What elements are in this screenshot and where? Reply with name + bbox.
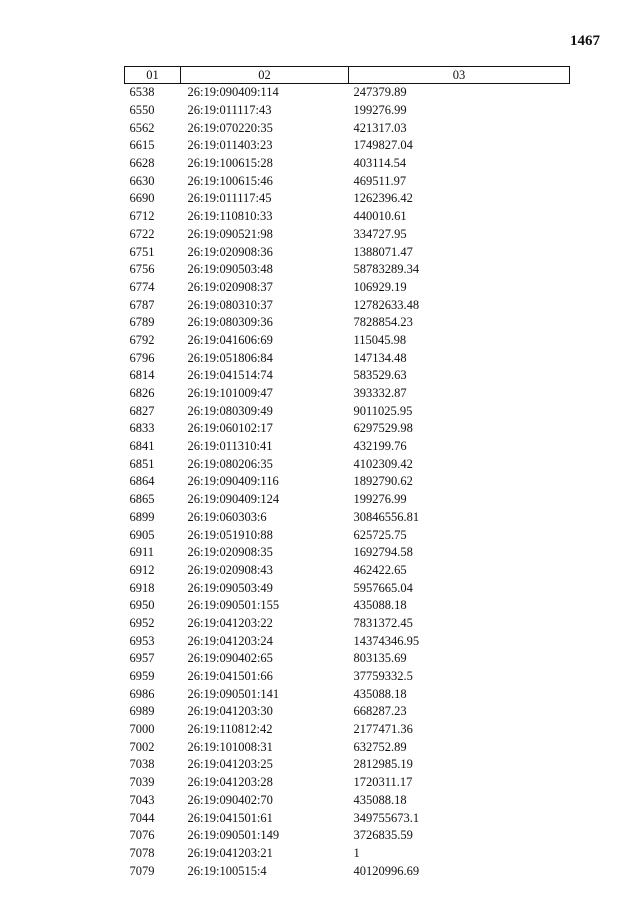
table-row	[125, 615, 570, 633]
table-cell-03: 803135.69	[353, 651, 407, 666]
table-row	[125, 226, 570, 244]
table-cell-03: 349755673.1	[353, 810, 420, 825]
table-row	[125, 119, 570, 137]
table-cell-03: 2177471.36	[353, 722, 413, 737]
table-cell-01: 6787	[129, 297, 155, 312]
table-cell-01: 7039	[129, 775, 155, 790]
table-cell-03: 1892790.62	[353, 474, 413, 489]
table-cell-02: 26:19:070220:35	[187, 120, 273, 135]
table-cell-03: 37759332.5	[353, 669, 413, 684]
table-cell-01: 7002	[129, 739, 155, 754]
table-cell-02: 26:19:011117:45	[187, 191, 272, 206]
table-cell-02: 26:19:090501:155	[187, 598, 280, 613]
table-cell-02: 26:19:020908:35	[187, 545, 273, 560]
table-cell-01: 7044	[129, 810, 155, 825]
table-cell-03: 6297529.98	[353, 421, 413, 436]
table-cell-03: 625725.75	[353, 527, 407, 542]
table-cell-03: 40120996.69	[353, 863, 420, 878]
table-cell-01: 6814	[129, 368, 155, 383]
table-cell-03: 462422.65	[353, 562, 407, 577]
table-row	[125, 809, 570, 827]
table-cell-03: 106929.19	[353, 279, 407, 294]
table-cell-02: 26:19:011403:23	[187, 138, 273, 153]
table-cell-02: 26:19:041203:25	[187, 757, 273, 772]
table-cell-03: 5957665.04	[353, 580, 413, 595]
table-cell-02: 26:19:041203:28	[187, 775, 273, 790]
table-cell-03: 334727.95	[353, 226, 407, 241]
table-row	[125, 668, 570, 686]
table-cell-02: 26:19:090503:49	[187, 580, 273, 595]
table-cell-01: 6833	[129, 421, 155, 436]
table-cell-02: 26:19:041606:69	[187, 332, 273, 347]
table-cell-03: 199276.99	[353, 492, 407, 507]
table-cell-02: 26:19:100515:4	[187, 863, 267, 878]
table-row	[125, 84, 570, 102]
table-row	[125, 102, 570, 120]
table-row	[125, 562, 570, 580]
table-cell-02: 26:19:041501:66	[187, 669, 273, 684]
table-cell-03: 7831372.45	[353, 615, 413, 630]
table-row	[125, 703, 570, 721]
data-table	[124, 66, 570, 880]
table-cell-02: 26:19:041203:24	[187, 633, 273, 648]
table-cell-01: 6918	[129, 580, 155, 595]
table-cell-01: 6841	[129, 439, 155, 454]
table-row	[125, 208, 570, 226]
table-cell-03: 2812985.19	[353, 757, 413, 772]
table-cell-01: 6756	[129, 262, 155, 277]
table-cell-03: 12782633.48	[353, 297, 420, 312]
table-row	[125, 845, 570, 863]
table-row	[125, 261, 570, 279]
table-row	[125, 314, 570, 332]
table-cell-01: 7078	[129, 845, 155, 860]
table-row	[125, 296, 570, 314]
table-row	[125, 172, 570, 190]
table-cell-03: 1692794.58	[353, 545, 413, 560]
table-cell-03: 14374346.95	[353, 633, 420, 648]
table-row	[125, 455, 570, 473]
table-row	[125, 402, 570, 420]
table-row	[125, 579, 570, 597]
table-cell-01: 6826	[129, 386, 155, 401]
table-cell-02: 26:19:020908:37	[187, 279, 273, 294]
table-cell-02: 26:19:041203:21	[187, 845, 273, 860]
table-cell-02: 26:19:090409:114	[187, 85, 279, 100]
table-cell-03: 435088.18	[353, 792, 407, 807]
table-cell-01: 6905	[129, 527, 155, 542]
table-cell-02: 26:19:011310:41	[187, 439, 273, 454]
table-cell-03: 115045.98	[353, 332, 407, 347]
table-cell-01: 6986	[129, 686, 155, 701]
table-cell-01: 7043	[129, 792, 155, 807]
table-cell-03: 403114.54	[353, 156, 407, 171]
table-cell-03: 668287.23	[353, 704, 407, 719]
table-cell-02: 26:19:100615:46	[187, 173, 273, 188]
table-cell-02: 26:19:090501:149	[187, 828, 280, 843]
table-cell-03: 583529.63	[353, 368, 407, 383]
table-cell-01: 6538	[129, 85, 155, 100]
table-cell-02: 26:19:090409:116	[187, 474, 279, 489]
table-cell-03: 58783289.34	[353, 262, 420, 277]
table-body	[125, 84, 570, 880]
table-cell-03: 30846556.81	[353, 509, 420, 524]
table-row	[125, 632, 570, 650]
table-row	[125, 473, 570, 491]
column-header-03: 03	[349, 67, 570, 84]
table-row	[125, 385, 570, 403]
table-cell-02: 26:19:110810:33	[187, 209, 273, 224]
table-cell-01: 6796	[129, 350, 155, 365]
table-cell-03: 9011025.95	[353, 403, 413, 418]
table-cell-03: 1749827.04	[353, 138, 413, 153]
table-cell-01: 6864	[129, 474, 155, 489]
table-row	[125, 137, 570, 155]
table-row	[125, 526, 570, 544]
table-cell-02: 26:19:090521:98	[187, 226, 273, 241]
table-cell-01: 6865	[129, 492, 155, 507]
table-cell-01: 6615	[129, 138, 155, 153]
table-row	[125, 243, 570, 261]
table-row	[125, 792, 570, 810]
table-cell-02: 26:19:041501:61	[187, 810, 273, 825]
table-cell-02: 26:19:090409:124	[187, 492, 280, 507]
table-cell-03: 3726835.59	[353, 828, 413, 843]
table-cell-01: 6789	[129, 315, 155, 330]
table-cell-01: 6722	[129, 226, 155, 241]
table-cell-02: 26:19:060303:6	[187, 509, 267, 524]
table-row	[125, 367, 570, 385]
table-cell-02: 26:19:101008:31	[187, 739, 273, 754]
table-cell-02: 26:19:090503:48	[187, 262, 273, 277]
table-cell-02: 26:19:041203:22	[187, 615, 273, 630]
table-row	[125, 190, 570, 208]
table-row	[125, 332, 570, 350]
table-row	[125, 738, 570, 756]
table-row	[125, 721, 570, 739]
table-cell-03: 632752.89	[353, 739, 407, 754]
table-row	[125, 491, 570, 509]
table-cell-03: 199276.99	[353, 103, 407, 118]
table-cell-02: 26:19:051806:84	[187, 350, 273, 365]
table-cell-01: 6562	[129, 120, 155, 135]
table-row	[125, 862, 570, 880]
table-cell-01: 6751	[129, 244, 155, 259]
table-cell-02: 26:19:041514:74	[187, 368, 273, 383]
table-row	[125, 544, 570, 562]
table-cell-01: 6630	[129, 173, 155, 188]
table-cell-02: 26:19:080310:37	[187, 297, 273, 312]
table-cell-01: 6628	[129, 156, 155, 171]
table-row	[125, 685, 570, 703]
table-cell-02: 26:19:100615:28	[187, 156, 273, 171]
table-header-row	[125, 67, 570, 84]
table-cell-03: 1262396.42	[353, 191, 413, 206]
table-cell-01: 6911	[129, 545, 155, 560]
table-row	[125, 509, 570, 527]
table-cell-03: 393332.87	[353, 386, 407, 401]
table-cell-03: 147134.48	[353, 350, 407, 365]
table-cell-02: 26:19:080309:49	[187, 403, 273, 418]
column-header-02: 02	[181, 67, 349, 84]
table-row	[125, 774, 570, 792]
table-cell-01: 6950	[129, 598, 155, 613]
table-cell-03: 1388071.47	[353, 244, 413, 259]
table-cell-01: 7038	[129, 757, 155, 772]
table-cell-02: 26:19:020908:43	[187, 562, 273, 577]
table-cell-01: 6952	[129, 615, 155, 630]
table-cell-02: 26:19:020908:36	[187, 244, 273, 259]
table-cell-01: 6792	[129, 332, 155, 347]
table-row	[125, 420, 570, 438]
table-cell-01: 6827	[129, 403, 155, 418]
table-cell-02: 26:19:080309:36	[187, 315, 273, 330]
table-cell-01: 6712	[129, 209, 155, 224]
table-cell-01: 6953	[129, 633, 155, 648]
table-cell-03: 440010.61	[353, 209, 407, 224]
table-cell-03: 1	[353, 845, 360, 860]
table-row	[125, 827, 570, 845]
table-cell-01: 7000	[129, 722, 155, 737]
table-cell-03: 432199.76	[353, 439, 407, 454]
table-cell-02: 26:19:090402:65	[187, 651, 273, 666]
table-cell-02: 26:19:041203:30	[187, 704, 273, 719]
table-cell-03: 469511.97	[353, 173, 407, 188]
table-cell-03: 247379.89	[353, 85, 407, 100]
table-cell-01: 6989	[129, 704, 155, 719]
table-cell-01: 6690	[129, 191, 155, 206]
table-cell-03: 435088.18	[353, 598, 407, 613]
table-cell-02: 26:19:090402:70	[187, 792, 273, 807]
table-row	[125, 279, 570, 297]
table-row	[125, 349, 570, 367]
table-cell-03: 4102309.42	[353, 456, 413, 471]
table-cell-01: 6957	[129, 651, 155, 666]
column-header-01: 01	[125, 67, 181, 84]
table-cell-03: 435088.18	[353, 686, 407, 701]
table-cell-01: 6959	[129, 669, 155, 684]
table-cell-02: 26:19:101009:47	[187, 386, 273, 401]
table-row	[125, 438, 570, 456]
table-row	[125, 597, 570, 615]
table-cell-03: 7828854.23	[353, 315, 413, 330]
table-cell-03: 1720311.17	[353, 775, 413, 790]
table-row	[125, 155, 570, 173]
table-cell-01: 6550	[129, 103, 155, 118]
table-cell-02: 26:19:051910:88	[187, 527, 273, 542]
table-cell-01: 6774	[129, 279, 155, 294]
table-cell-01: 7076	[129, 828, 155, 843]
table-cell-02: 26:19:011117:43	[187, 103, 272, 118]
table-cell-01: 6912	[129, 562, 155, 577]
table-cell-01: 7079	[129, 863, 155, 878]
table-cell-02: 26:19:080206:35	[187, 456, 273, 471]
table-cell-02: 26:19:090501:141	[187, 686, 280, 701]
table-cell-01: 6851	[129, 456, 155, 471]
page-number: 1467	[570, 33, 600, 49]
table-row	[125, 756, 570, 774]
table-row	[125, 650, 570, 668]
table-cell-02: 26:19:110812:42	[187, 722, 273, 737]
table-cell-01: 6899	[129, 509, 155, 524]
table-cell-03: 421317.03	[353, 120, 407, 135]
table-cell-02: 26:19:060102:17	[187, 421, 273, 436]
